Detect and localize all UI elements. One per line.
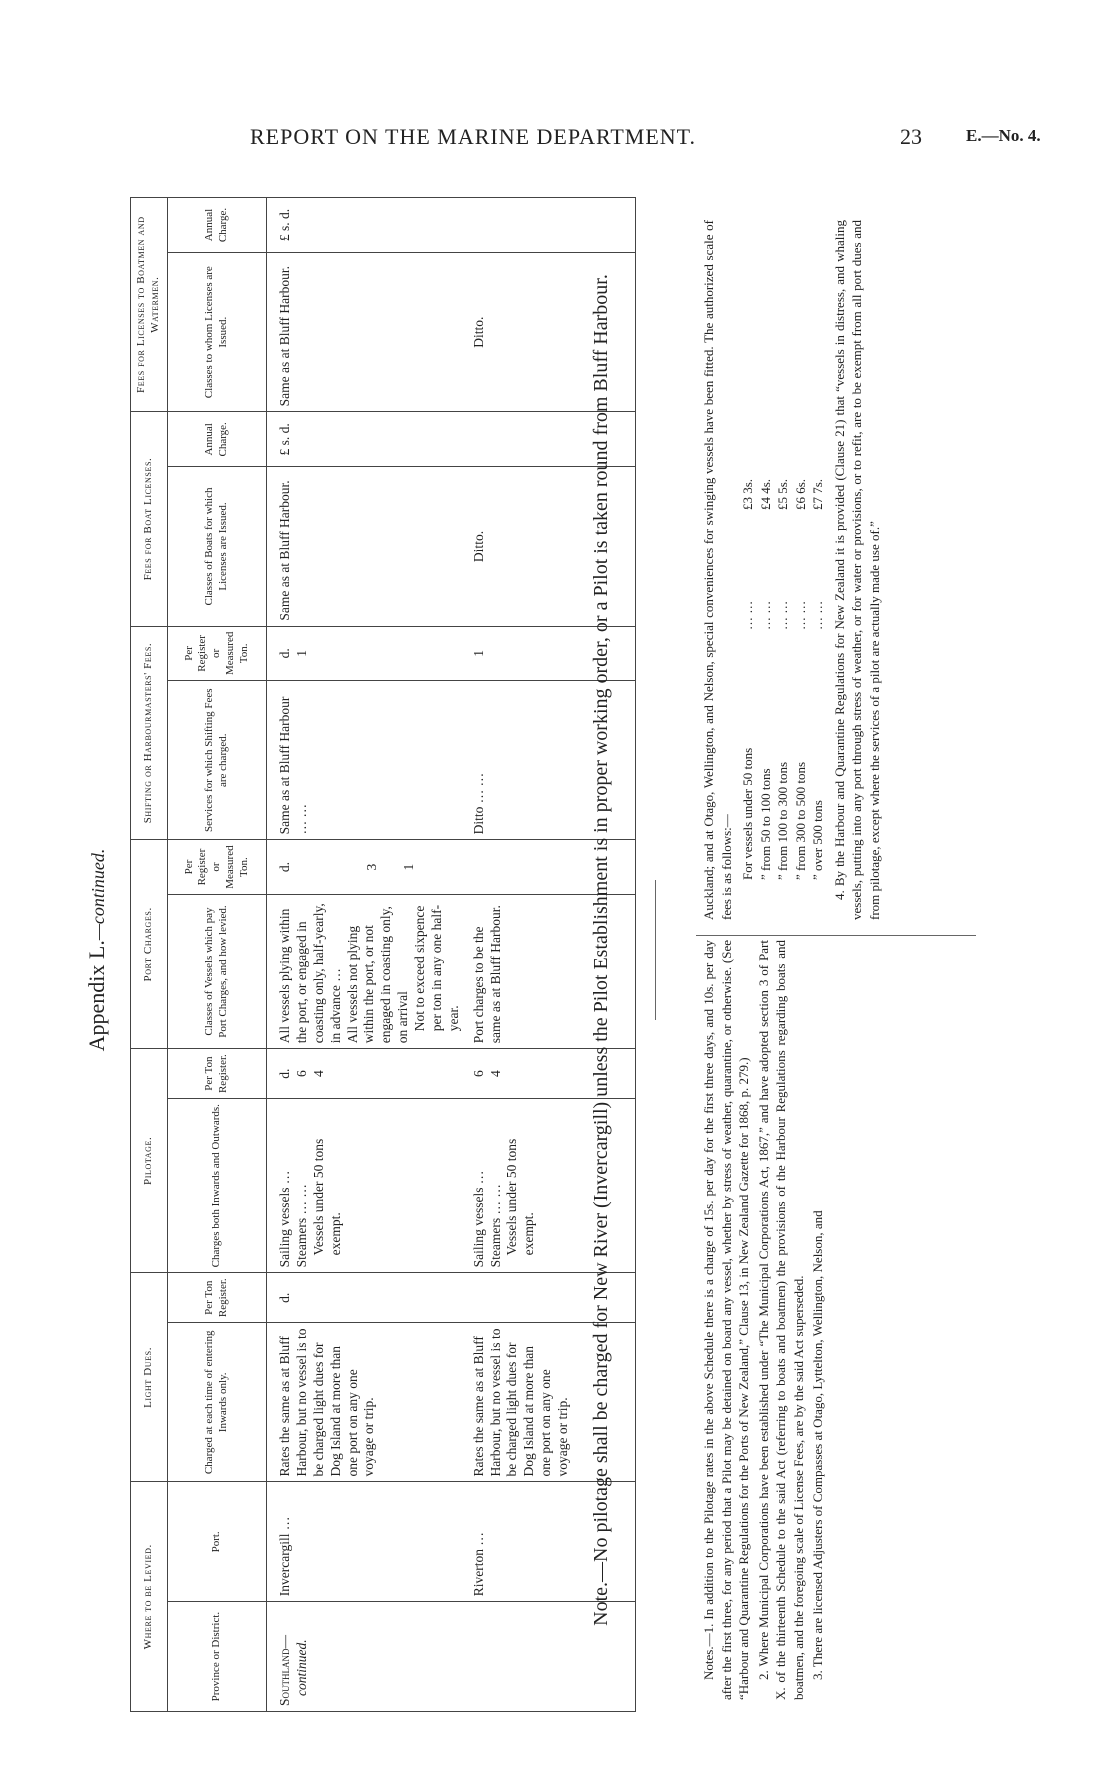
group-light: Light Dues. [131,1273,168,1482]
fee-label: ” from 300 to 500 tons [792,761,808,880]
sub-boat-classes: Classes of Boats for which Licenses are Issued. [168,467,267,626]
cell-port: Invercargill … [267,1482,467,1602]
fee-scale [739,220,827,880]
cell-province [267,1602,467,1712]
pilot-sailing: Sailing vessels … [470,1170,486,1268]
pilot-sailing: Sailing vessels … [277,1170,292,1268]
fee-amount: £3 3s. [740,478,756,510]
sub-boat-annual: Annual Charge. [168,412,267,467]
pilot-rate-steamers: 4 [487,1070,503,1078]
cell-shifting-rate [267,626,467,680]
fee-row [757,220,775,880]
cell-boat: Same as at Bluff Harbour. [267,467,467,626]
section-divider [655,880,656,1020]
sub-light-charged: Charged at each time of entering Inwards only. [168,1323,267,1482]
sub-light-per-ton: Per Ton Register. [168,1273,267,1323]
unit-d: d. [277,1068,292,1079]
pilot-rate-sailing: 6 [470,1070,486,1078]
appendix-continued: —continued. [88,848,108,941]
fee-row [809,220,827,880]
pilot-rate-steamers: 4 [310,1070,326,1078]
sub-shifting-per-ton: Per Register or Measured Ton. [168,626,267,680]
fee-row [774,220,792,880]
table-row [267,198,467,1712]
cell-pilotage [267,1099,467,1273]
cell-shifting: Same as at Bluff Harbour … … [267,681,467,840]
sub-license-annual: Annual Charge. [168,198,267,253]
fee-amount: £7 7s. [810,478,826,510]
cell-light-rate [267,1273,467,1323]
cell-boatmen-annual [267,198,467,253]
fee-dots: … … [792,600,808,630]
fee-label: For vessels under 50 tons [740,747,756,880]
cell-shifting-rate: 1 [467,626,636,680]
fee-label: ” from 50 to 100 tons [757,768,773,880]
port-text-plying: All vessels plying within the port, or engaged in coasting only, half-yearly, in advance … [277,903,343,1044]
cell-boatmen: Ditto. [467,253,636,412]
pilot-steamers: Steamers … … [293,1184,309,1268]
sub-port-classes: Classes of Vessels which pay Port Charges, and how levied. [168,894,267,1048]
sub-port: Port. [168,1482,267,1602]
sub-province: Province or District. [168,1602,267,1712]
group-boat: Fees for Boat Licenses. [131,412,168,626]
fee-label: ” from 100 to 300 tons [775,761,791,880]
pilot-exempt: Vessels under 50 tons exempt. [310,1138,343,1256]
cell-boat-annual [267,412,467,467]
cell-port: Riverton … [467,1482,636,1602]
port-rate-arrival: 1 [400,863,416,871]
cell-port-charges [267,894,467,1048]
fee-dots: … … [740,600,756,630]
group-boatmen: Fees for Licenses to Boatmen and Watermen. [131,198,168,412]
sub-pilot-charges: Charges both Inwards and Outwards. [168,1099,267,1273]
fee-dots: … … [810,600,826,630]
notes-column-right [700,220,885,920]
shifting-rate: 1 [293,649,309,657]
unit-d: d. [277,862,292,873]
note-3: 3. There are licensed Adjusters of Compasses at Otago, Lyttelton, Wellington, Nelson, and [810,1210,826,1680]
note-1: Notes.—1. In addition to the Pilotage rates in the above Schedule there is a charge of 15s. per day for the first three days, and 10s. per day after the first three, for any period that a Pilot may be detained on board any vessel, whether by stress of weather, quarantine, or otherwise. (See “Harbour and Quarantine Regulations for the Ports of New Zealand,” Clause 13, in New Zealand Gazette for 1868, p. 279.) [701,940,752,1700]
pilot-exempt: Vessels under 50 tons exempt. [504,1138,537,1256]
port-text-arrival: All vessels not plying within the port, or not engaged in coasting only, on arrival [344,906,411,1044]
group-pilotage: Pilotage. [131,1049,168,1273]
cell-shifting: Ditto … … [467,681,636,840]
unit-lsd: £ s. d. [277,208,292,242]
fee-row [739,220,757,880]
sub-header-row [168,198,267,1712]
group-header-row [131,198,168,1712]
column-divider [696,935,976,936]
cell-port-charges: Port charges to be the same as at Bluff Harbour. [467,894,636,1048]
note-3-continued: Auckland; and at Otago, Wellington, and Nelson, special conveniences for swinging vessels have been fitted. The authorized scale of fees is as follows:— [701,220,734,920]
page-title: REPORT ON THE MARINE DEPARTMENT. [250,124,696,149]
sub-license-classes: Classes to whom Licenses are Issued. [168,253,267,412]
pilot-rate-sailing: 6 [293,1070,309,1078]
group-port: Port Charges. [131,840,168,1049]
schedule-table [130,197,636,1712]
cell-boatmen: Same as at Bluff Harbour. [267,253,467,412]
port-rate-plying: 3 [363,863,379,871]
cell-pilot-rate [267,1049,467,1099]
cell-light: Rates the same as at Bluff Harbour, but no vessel is to be charged light dues for Dog Island at more than one port on any one voyage or trip. [267,1323,467,1482]
province-continued: continued. [293,1639,309,1696]
page-header [0,124,1114,164]
notes-column-left [700,940,829,1700]
province-name: Southland— [277,1634,292,1706]
sub-pilot-per-ton: Per Ton Register. [168,1049,267,1099]
cell-light: Rates the same as at Bluff Harbour, but no vessel is to be charged light dues for Dog Island at more than one port on any one voyage or trip. [467,1323,636,1482]
document-ref: E.—No. 4. [966,126,1041,145]
group-where: Where to be Levied. [131,1482,168,1712]
fee-amount: £4 4s. [757,478,773,510]
fee-amount: £5 5s. [775,478,791,510]
fee-row [792,220,810,880]
group-shifting: Shifting or Harbourmasters' Fees. [131,626,168,840]
unit-lsd: £ s. d. [277,423,292,456]
page-number: 23 [900,124,922,149]
pilot-steamers: Steamers … … [487,1184,503,1268]
note-4: 4. By the Harbour and Quarantine Regulations for New Zealand it is provided (Clause 21) that “vessels in distress, and whaling vessels, putting into any port through stress of weather, or for water or provisions, or to refit, are to be exempt from all port dues and from pilotage, except where the services of a pilot are actually made use of.” [831,220,882,920]
fee-dots: … … [757,600,773,630]
unit-d: d. [277,1292,292,1303]
fee-dots: … … [775,600,791,630]
fee-amount: £6 6s. [792,478,808,510]
pilotage-note: Note.—No pilotage shall be charged for New River (Invercargill) unless the Pilot Establishment is in proper working order, or a Pilot is taken round from Bluff Harbour. [590,274,612,1626]
cell-boat: Ditto. [467,467,636,626]
sub-shifting-services: Services for which Shifting Fees are charged. [168,681,267,840]
rotated-content [80,180,1060,1720]
note-2: 2. Where Municipal Corporations have been established under “The Municipal Corporations Act, 1867,” and have adopted section 3 of Part X. of the thirteenth Schedule to the said Act (referring to boats and boatmen) the provisions of the Harbour Regulations regarding boats and boatmen, and the foregoing scale of License Fees, are by the said Act superseded. [755,940,806,1700]
fee-label: ” over 500 tons [810,800,826,880]
unit-d: d. [277,648,292,659]
cell-port-rate [267,840,467,894]
sub-port-per-ton: Per Register or Measured Ton. [168,840,267,894]
appendix-title [84,180,110,1720]
appendix-label: Appendix L. [84,940,109,1052]
port-text-limit: Not to exceed sixpence per ton in any one half-year. [412,904,461,1032]
